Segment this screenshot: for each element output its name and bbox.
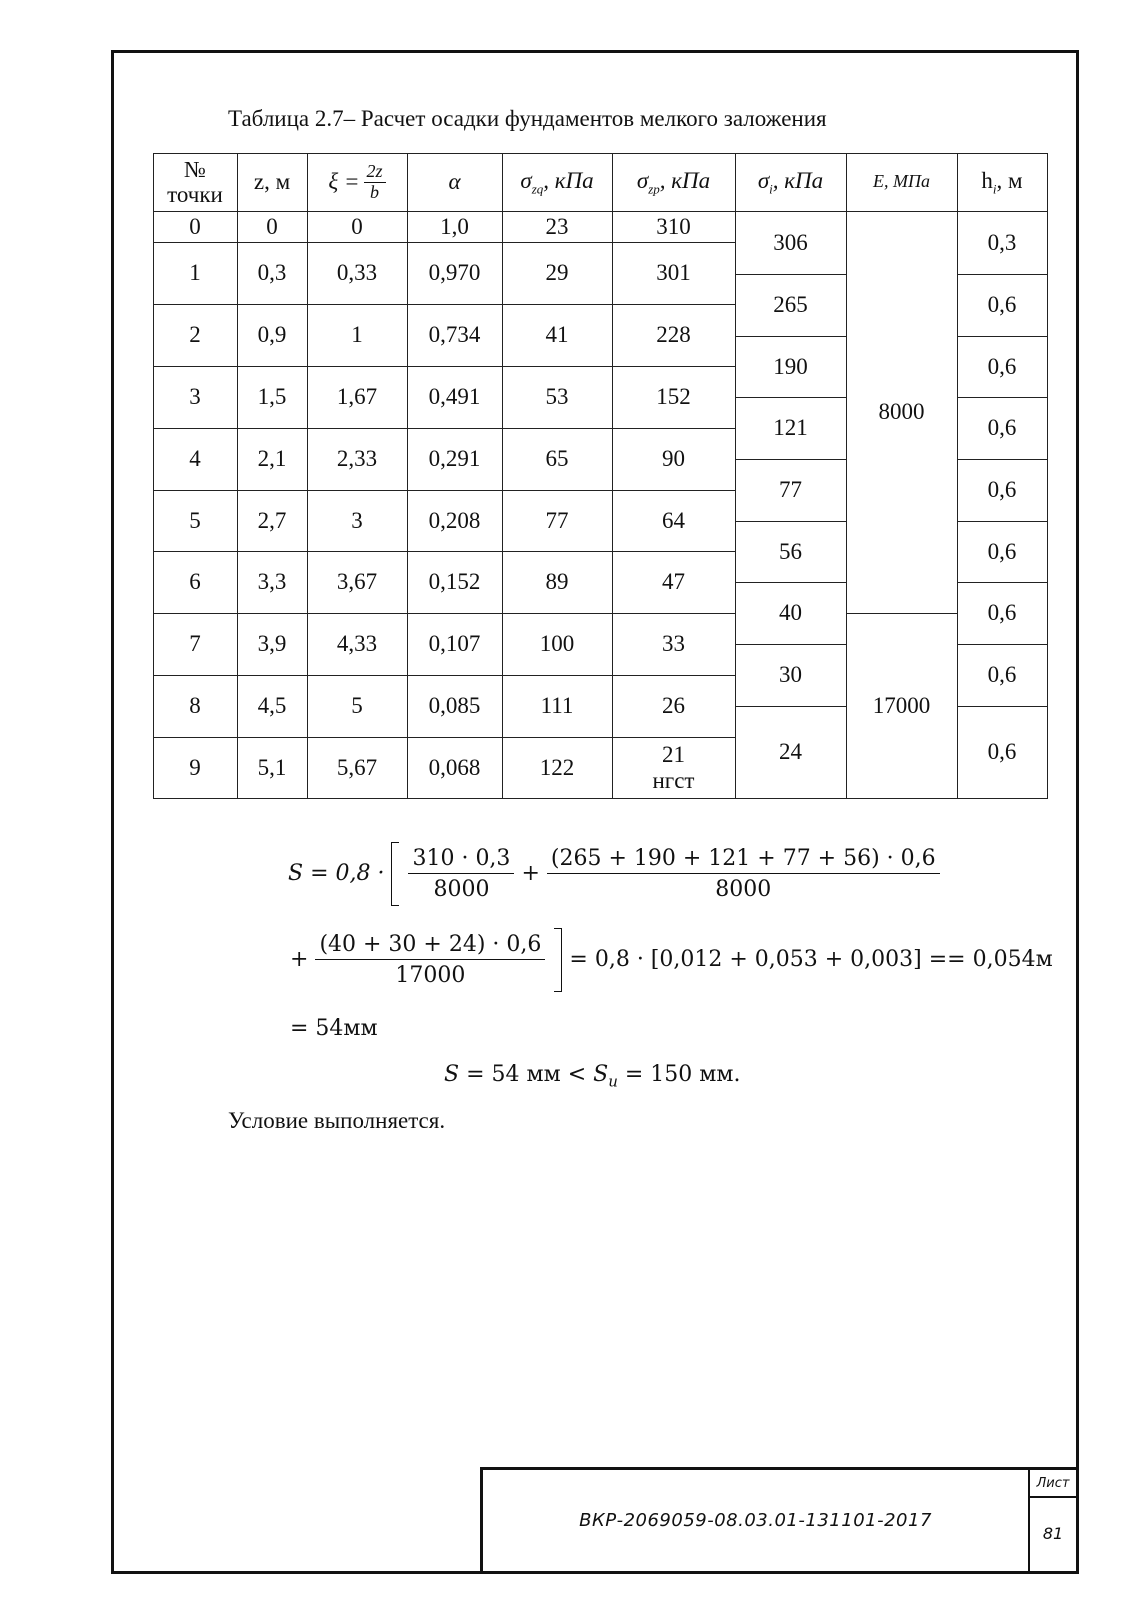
limit-value: = 150 мм. [617, 1062, 741, 1087]
table-rule [153, 737, 735, 738]
cell-szg: 122 [539, 754, 575, 780]
cell-szg: 53 [545, 384, 569, 410]
header-z: z, м [253, 169, 291, 195]
cell-szp: 310 [656, 213, 691, 239]
cell-xi: 1,67 [336, 384, 378, 410]
cell-alpha: 0,152 [428, 569, 481, 595]
plus-sign: + [521, 861, 540, 886]
cell-E: 17000 [872, 692, 931, 718]
cell-point: 0 [189, 213, 201, 239]
table-rule [153, 304, 735, 305]
cell-sigma-i: 56 [779, 538, 802, 564]
cell-szg: 100 [539, 631, 575, 657]
cell-point: 1 [189, 260, 201, 286]
cell-szg: 41 [545, 322, 569, 348]
document-code: ВКР-2069059-08.03.01-131101-2017 [579, 1510, 932, 1531]
table-rule [957, 706, 1047, 707]
table-rule [735, 644, 846, 645]
cell-h-i: 0,6 [987, 662, 1017, 688]
cell-alpha: 0,107 [428, 631, 481, 657]
cell-point: 5 [189, 507, 201, 533]
table-rule [735, 459, 846, 460]
cell-point: 8 [189, 693, 201, 719]
cell-h-i: 0,3 [987, 229, 1017, 255]
cell-z: 4,5 [257, 693, 287, 719]
cell-z: 2,1 [257, 446, 287, 472]
settlement-symbol: S [444, 1062, 460, 1087]
cell-xi: 1 [351, 322, 363, 348]
cell-szg: 29 [545, 260, 569, 286]
fraction-2-numerator: (265 + 190 + 121 + 77 + 56) · 0,6 [547, 846, 940, 874]
cell-point: 4 [189, 446, 201, 472]
table-rule [735, 336, 846, 337]
table-rule [957, 274, 1047, 275]
cell-sigma-i: 265 [773, 292, 808, 318]
settlement-table [153, 153, 1049, 798]
cell-h-i: 0,6 [987, 292, 1017, 318]
cell-szg: 111 [540, 693, 574, 719]
cell-szg: 89 [545, 569, 569, 595]
header-szp: $\sigma_{zp}$, кПа [636, 167, 711, 197]
table-rule [153, 551, 735, 552]
cell-alpha: 0,970 [428, 260, 481, 286]
table-rule [153, 490, 735, 491]
cell-alpha: 0,085 [428, 693, 481, 719]
cell-szp: 228 [656, 322, 691, 348]
cell-szp: 64 [662, 507, 685, 533]
cell-point: 2 [189, 322, 201, 348]
cell-sigma-i: 40 [779, 600, 802, 626]
table-rule [153, 242, 735, 243]
fraction-1-denominator: 8000 [433, 877, 490, 902]
cell-z: 2,7 [257, 507, 287, 533]
cell-point: 6 [189, 569, 201, 595]
cell-point: 7 [189, 631, 201, 657]
cell-xi: 3,67 [336, 569, 378, 595]
cell-sigma-i: 77 [779, 477, 802, 503]
table-rule [1047, 153, 1048, 798]
fraction-1 [408, 846, 514, 902]
sheet-number: 81 [1042, 1524, 1064, 1543]
cell-z: 1,5 [257, 384, 287, 410]
formula-check [444, 1062, 741, 1090]
sheet-label: Лист [1030, 1470, 1076, 1498]
cell-szp: 33 [662, 631, 685, 657]
table-rule [153, 675, 735, 676]
header-xi: ξ = $\frac{2z}{b}$ [307, 153, 407, 211]
table-rule [735, 153, 736, 798]
cell-point: 3 [189, 384, 201, 410]
cell-sigma-i: 306 [773, 229, 808, 255]
formula-line-1 [288, 842, 940, 906]
cell-alpha: 0,208 [428, 507, 481, 533]
table-rule [957, 644, 1047, 645]
cell-sigma-i: 24 [779, 739, 802, 765]
cell-h-i: 0,6 [987, 739, 1017, 765]
cell-szg: 77 [545, 507, 569, 533]
cell-alpha: 0,734 [428, 322, 481, 348]
title-block [480, 1467, 1076, 1571]
table-rule [735, 274, 846, 275]
cell-szp: 47 [662, 569, 685, 595]
cell-alpha: 0,291 [428, 446, 481, 472]
header-h: $h_i$, м [981, 167, 1023, 197]
cell-alpha: 1,0 [440, 213, 469, 239]
table-rule [735, 582, 846, 583]
table-rule [846, 613, 957, 614]
table-rule [957, 336, 1047, 337]
table-rule [153, 211, 1048, 212]
cell-z: 3,9 [257, 631, 287, 657]
cell-h-i: 0,6 [987, 600, 1017, 626]
table-rule [153, 613, 735, 614]
fraction-1-numerator: 310 · 0,3 [408, 846, 514, 874]
table-rule [957, 153, 958, 798]
cell-xi: 0 [351, 213, 363, 239]
fraction-3 [315, 932, 545, 988]
open-bracket [391, 842, 399, 906]
cell-szp: 152 [656, 384, 691, 410]
table-rule [957, 521, 1047, 522]
table-rule [735, 706, 846, 707]
cell-xi: 0,33 [336, 260, 378, 286]
table-caption: Таблица 2.7– Расчет осадки фундаментов мелкого заложения [228, 106, 827, 131]
cell-xi: 3 [351, 507, 363, 533]
conclusion-text: Условие выполняется. [228, 1108, 446, 1133]
cell-sigma-i: 30 [779, 662, 802, 688]
table-rule [957, 582, 1047, 583]
limit-subscript: u [608, 1072, 618, 1091]
header-szg: $\sigma_{zq}$, кПа [520, 167, 594, 197]
formula-result: = 0,8 · [0,012 + 0,053 + 0,003] == 0,054м [569, 947, 1053, 972]
fraction-2-denominator: 8000 [715, 877, 772, 902]
table-rule [153, 798, 1048, 799]
settlement-value: = 54 мм < [459, 1062, 594, 1087]
cell-E: 8000 [878, 399, 925, 425]
fraction-3-numerator: (40 + 30 + 24) · 0,6 [315, 932, 545, 960]
header-alpha: α [448, 169, 461, 195]
cell-h-i: 0,6 [987, 353, 1017, 379]
cell-szp: 26 [662, 693, 685, 719]
cell-sigma-i: 190 [773, 353, 808, 379]
cell-h-i: 0,6 [987, 538, 1017, 564]
table-rule [153, 153, 1048, 154]
table-rule [407, 153, 408, 798]
limit-symbol: S [593, 1062, 609, 1087]
plus-sign-2: + [290, 947, 309, 972]
table-rule [735, 521, 846, 522]
table-rule [307, 153, 308, 798]
cell-sigma-i: 121 [773, 415, 808, 441]
formula-line-3: = 54мм [290, 1016, 378, 1041]
cell-z: 5,1 [257, 754, 287, 780]
table-rule [153, 428, 735, 429]
cell-xi: 4,33 [336, 631, 378, 657]
table-rule [846, 153, 847, 798]
table-rule [153, 366, 735, 367]
cell-szg: 23 [545, 213, 569, 239]
fraction-2 [547, 846, 940, 902]
header-si: $\sigma_i$, кПа [757, 167, 824, 197]
cell-alpha: 0,068 [428, 754, 481, 780]
cell-z: 0,3 [257, 260, 287, 286]
cell-xi: 5 [351, 693, 363, 719]
formula-line-2 [290, 928, 1053, 992]
cell-szg: 65 [545, 446, 569, 472]
formula-lhs: S = 0,8 · [288, 861, 385, 886]
cell-alpha: 0,491 [428, 384, 481, 410]
cell-xi: 2,33 [336, 446, 378, 472]
cell-h-i: 0,6 [987, 477, 1017, 503]
table-rule [237, 153, 238, 798]
cell-z: 0,9 [257, 322, 287, 348]
table-rule [735, 397, 846, 398]
fraction-3-denominator: 17000 [395, 963, 466, 988]
cell-szp: 301 [656, 260, 691, 286]
sheet-box [1028, 1470, 1076, 1571]
header-E: E, МПа [873, 171, 930, 192]
close-bracket [554, 928, 562, 992]
cell-z: 0 [266, 213, 278, 239]
cell-xi: 5,67 [336, 754, 378, 780]
cell-z: 3,3 [257, 569, 287, 595]
cell-szp: 90 [662, 446, 685, 472]
cell-point: 9 [189, 754, 201, 780]
table-rule [153, 153, 154, 798]
table-rule [502, 153, 503, 798]
cell-h-i: 0,6 [987, 415, 1017, 441]
table-rule [957, 397, 1047, 398]
cell-szp: 21 нгст [652, 742, 695, 793]
table-rule [957, 459, 1047, 460]
header-point: № точки [167, 156, 223, 207]
table-rule [612, 153, 613, 798]
